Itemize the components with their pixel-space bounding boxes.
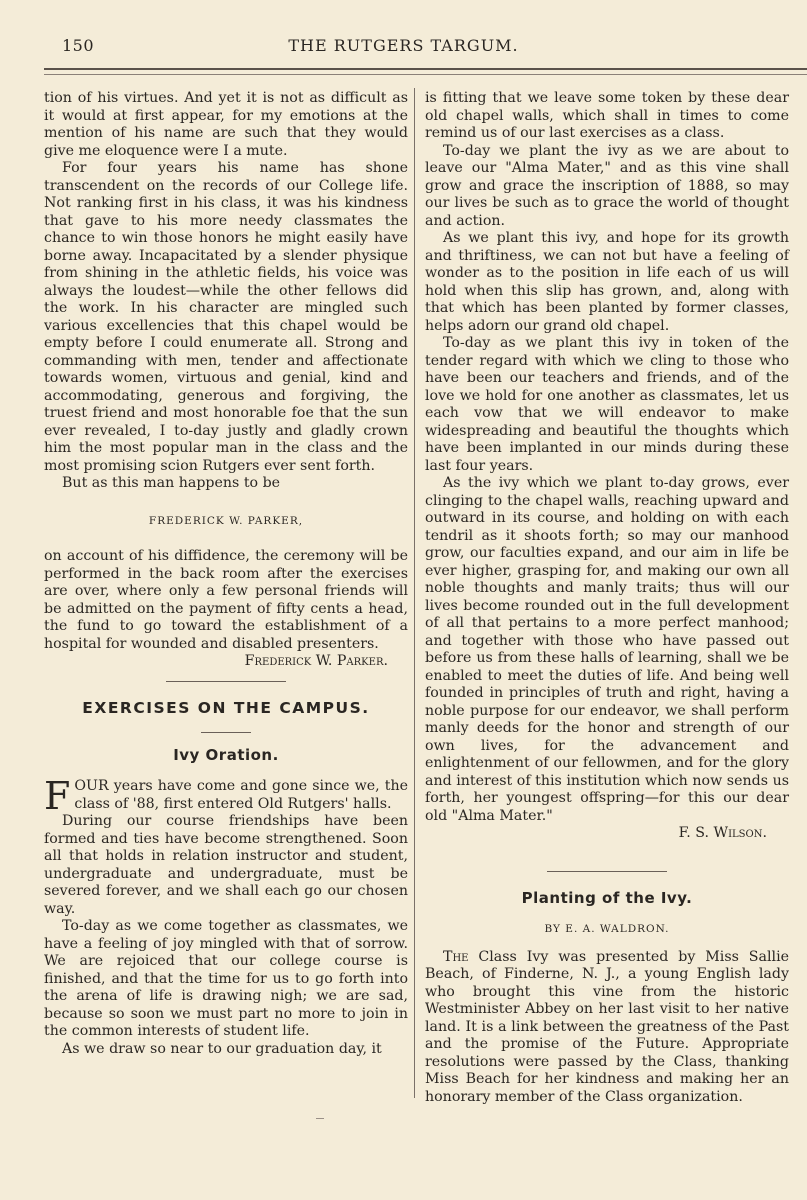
paragraph: As we plant this ivy, and hope for its growth and thriftiness, we can not but have a feeling of wonder as to the position in life each of us will hold when this slip has grown, and, along with that which has been planted by former classes, helps adorn our grand old chapel.: [425, 230, 789, 334]
paragraph: [44, 774, 408, 818]
column-divider: [414, 88, 415, 1098]
footer-mark: [316, 1118, 324, 1119]
signature: F. S. Wilson.: [678, 825, 767, 841]
drop-cap: F: [44, 774, 71, 818]
paragraph: To-day as we come together as classmates, we have a feeling of joy mingled with that of sorrow. We are rejoiced that our college course is finished, and that the time for us to go forth into the arena of life is drawing nigh; we are sad, because so soon we must part no more to join in the common interests of student life.: [44, 918, 408, 1039]
short-rule: [201, 732, 251, 733]
section-rule: [547, 871, 667, 872]
journal-title: THE RUTGERS TARGUM.: [288, 36, 519, 55]
paragraph: During our course friendships have been formed and ties have become strengthened. Soon all that holds in relation instructor and student, undergraduate and undergraduate, must be severed forever, and we shall each go our chosen way.: [44, 813, 408, 917]
paragraph-text: on account of his diffidence, the ceremony will be performed in the back room after the exercises are over, where only a few personal friends will be admitted on the payment of fifty cents a head, the fund to go toward the establishment of a hospital for wounded and disabled presenters.: [44, 548, 408, 652]
right-column: [425, 90, 789, 1106]
paragraph: But as this man happens to be: [62, 475, 281, 491]
left-column: [44, 90, 408, 1058]
lead-word: The: [443, 948, 469, 965]
section-rule: [166, 681, 286, 682]
paragraph: is fitting that we leave some token by these dear old chapel walls, which shall in times to come remind us of our last exercises as a class.: [425, 90, 789, 141]
paragraph: As the ivy which we plant to-day grows, ever clinging to the chapel walls, reaching upward and outward in its course, and holding on with each tendril as it shoots forth; so may our manhood grow, our faculties expand, and our aim in life be ever higher, grasping for, and making our own all noble thoughts and manly traits; thus will our lives become rounded out in the full development of all that pertains to a more perfect manhood; and together with those who have passed out before us from these halls of learning, shall we be enabled to meet the duties of life. And being well founded in principles of truth and right, having a noble purpose for our endeavor, we shall perform manly deeds for the honor and strength of our own lives, for the advancement and enlightenment of our fellowmen, and for the glory and interest of this institution which now sends us forth, her youngest offspring—for this our dear old "Alma Mater.": [425, 475, 789, 824]
article-subheading: Ivy Oration.: [173, 745, 279, 764]
header-rule: [44, 68, 807, 70]
paragraph: [44, 548, 408, 669]
header-rule-thin: [44, 74, 807, 75]
paragraph: For four years his name has shone transcendent on the records of our College life. Not ranking first in his class, it was his kindness that gave to his more needy classmates the chance to win those honors he might easily have borne away. Incapacitated by a slender physique from shining in the athletic fields, his voice was always the loudest—while the other fellows did the work. In his character are mingled such various excellencies that this chapel would be empty before I could enumerate all. Strong and commanding with men, tender and affectionate towards women, virtuous and genial, kind and accommodating, generous and forgiving, the truest friend and most honorable foe that the sun ever revealed, I to-day justly and gladly crown him the most popular man in the class and the most promising scion Rutgers ever sent forth.: [44, 160, 408, 474]
article-subheading: Planting of the Ivy.: [521, 888, 693, 907]
section-heading: EXERCISES ON THE CAMPUS.: [82, 699, 370, 717]
signature: Frederick W. Parker.: [244, 653, 388, 669]
paragraph: As we draw so near to our graduation day, it: [62, 1040, 382, 1057]
byline: BY E. A. WALDRON.: [544, 923, 670, 935]
paragraph: To-day we plant the ivy as we are about to leave our "Alma Mater," and as this vine shall grow and grace the inscription of 1888, so may our lives be such as to grace the world of thought and action.: [425, 142, 789, 229]
paragraph: To-day as we plant this ivy in token of the tender regard with which we cling to those who have been our teachers and friends, and of the love we hold for one another as classmates, let us each vow that we will endeavor to make widespreading and beautiful the thoughts which have been implanted in our minds during these last four years.: [425, 335, 789, 474]
paragraph: tion of his virtues. And yet it is not as difficult as it would at first appear, for my emotions at the mention of his name are such that they would give me eloquence were I a mute.: [44, 90, 408, 159]
paragraph-text: OUR years have come and gone since we, the class of '88, first entered Old Rutgers' halls.: [74, 778, 408, 812]
honoree-name: FREDERICK W. PARKER,: [148, 514, 304, 527]
paragraph: [425, 949, 789, 1107]
paragraph-text: Class Ivy was presented by Miss Sallie Beach, of Finderne, N. J., a young English lady who brought this vine from the historic Westminister Abbey on her last visit to her native land. It is a link between the greatness of the Past and the promise of the Future. Appropriate resolutions were passed by the Class, thanking Miss Beach for her kindness and making her an honorary member of the Class organization.: [425, 948, 789, 1105]
page-number: 150: [62, 36, 95, 55]
